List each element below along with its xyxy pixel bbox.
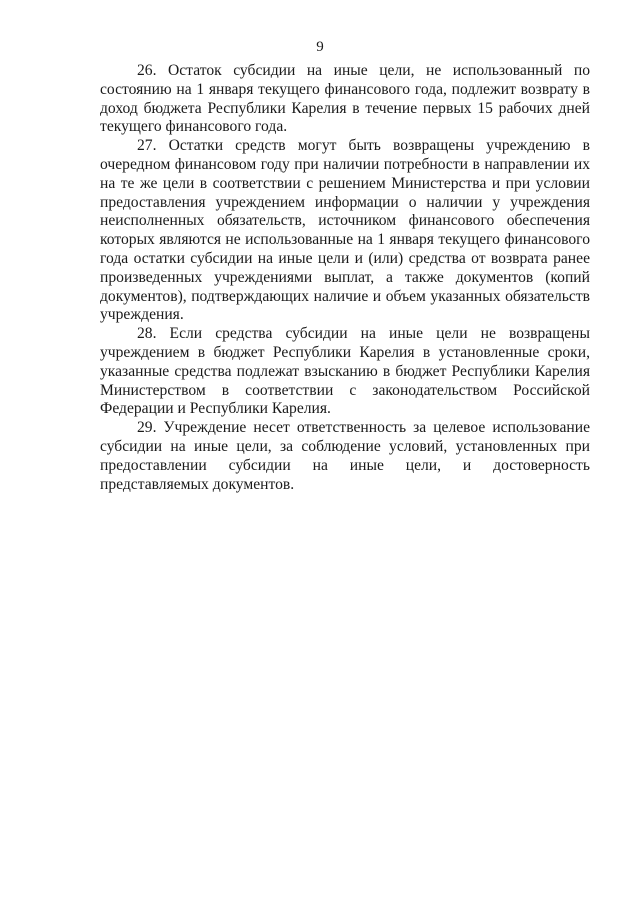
document-body bbox=[100, 62, 590, 494]
paragraph-27: 27. Остатки средств могут быть возвращены учреждению в очередном финансовом году при наличии потребности в направлении их на те же цели в соответствии с решением Министерства и при условии предоставления учреждением информации о наличии у учреждения неисполненных обязательств, источником финансового обеспечения которых являются не использованные на 1 января текущего финансового года остатки субсидии на иные цели и (или) средства от возврата ранее произведенных учреждениями выплат, а также документов (копий документов), подтверждающих наличие и объем указанных обязательств учреждения. bbox=[100, 137, 590, 324]
paragraph-28: 28. Если средства субсидии на иные цели не возвращены учреждением в бюджет Республики Карелия в установленные сроки, указанные средства подлежат взысканию в бюджет Республики Карелия Министерством в соответствии с законодательством Российской Федерации и Республики Карелия. bbox=[100, 325, 590, 418]
paragraph-26: 26. Остаток субсидии на иные цели, не использованный по состоянию на 1 января текущего финансового года, подлежит возврату в доход бюджета Республики Карелия в течение первых 15 рабочих дней текущего финансового года. bbox=[100, 62, 590, 136]
page-number: 9 bbox=[316, 39, 324, 55]
paragraph-29: 29. Учреждение несет ответственность за целевое использование субсидии на иные цели, за соблюдение условий, установленных при предоставлении субсидии на иные цели, и достоверность представляемых документов. bbox=[100, 419, 590, 493]
